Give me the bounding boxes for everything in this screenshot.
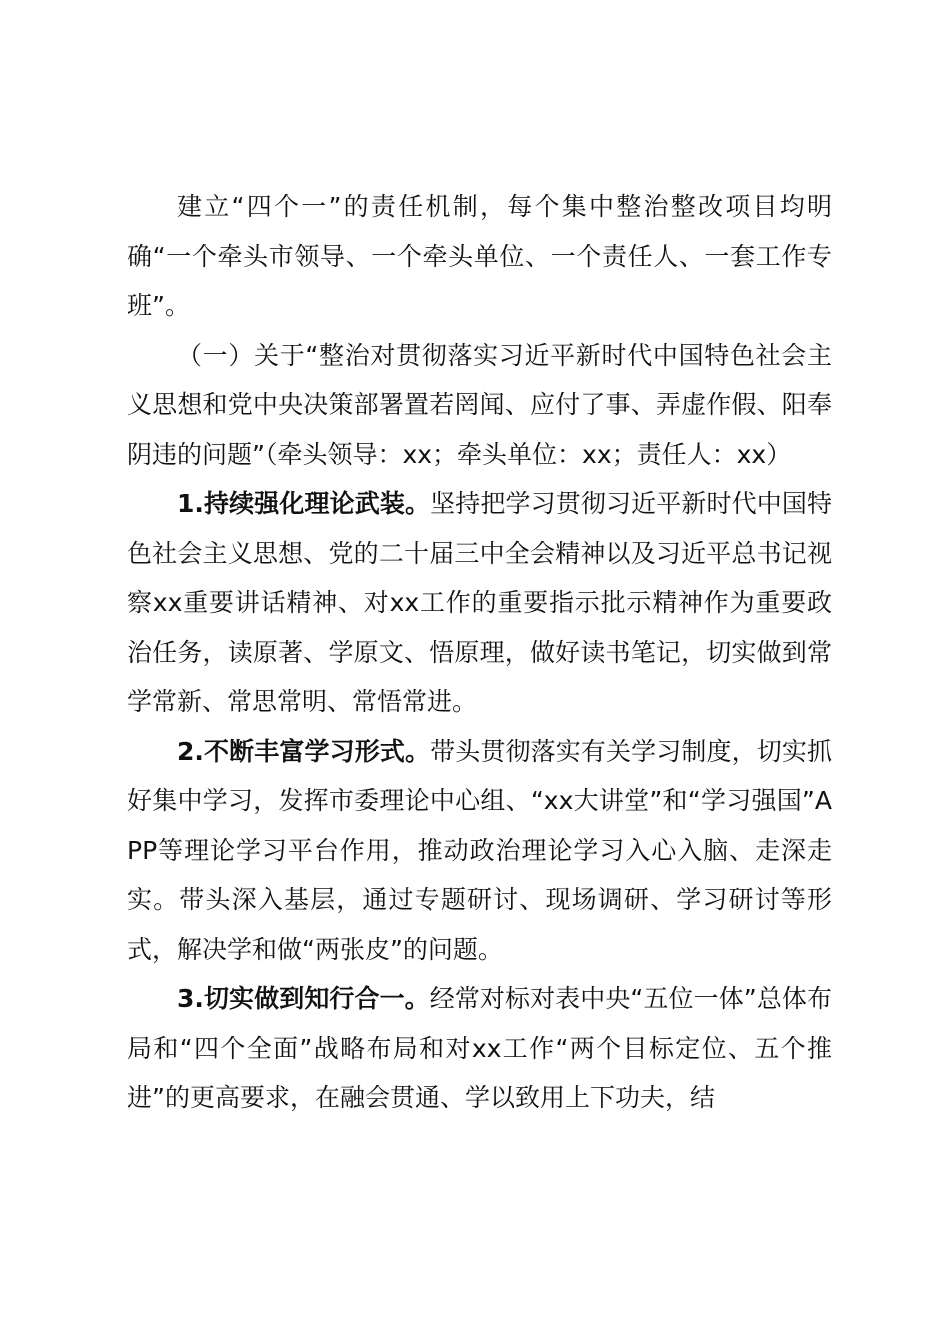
item-3-text: 经常对标对表中央“五位一体”总体布局和“四个全面”战略布局和对xx工作“两个目标定位、五个推进”的更高要求，在融会贯通、学以致用上下功夫，结 bbox=[127, 984, 832, 1112]
item-1-text: 坚持把学习贯彻习近平新时代中国特色社会主义思想、党的二十届三中全会精神以及习近平总书记视察xx重要讲话精神、对xx工作的重要指示批示精神作为重要政治任务，读原著、学原文、悟原理，做好读书笔记，切实做到常学常新、常思常明、常悟常进。 bbox=[127, 489, 832, 716]
item-2-text: 带头贯彻落实有关学习制度，切实抓好集中学习，发挥市委理论中心组、“xx大讲堂”和“学习强国”APP等理论学习平台作用，推动政治理论学习入心入脑、走深走实。带头深入基层，通过专题研讨、现场调研、学习研讨等形式，解决学和做“两张皮”的问题。 bbox=[127, 736, 832, 964]
paragraph-item-3 bbox=[127, 974, 832, 1123]
item-3-lead: 3.切实做到知行合一。 bbox=[177, 984, 430, 1013]
paragraph-text: 建立“四个一”的责任机制，每个集中整治整改项目均明确“一个牵头市领导、一个牵头单位、一个责任人、一套工作专班”。 bbox=[127, 192, 832, 320]
item-2-lead: 2.不断丰富学习形式。 bbox=[177, 736, 431, 766]
paragraph-responsibility-mechanism bbox=[127, 182, 832, 331]
paragraph-item-2 bbox=[127, 727, 832, 975]
document-body bbox=[127, 182, 832, 1123]
item-1-lead: 1.持续强化理论武装。 bbox=[177, 489, 431, 518]
paragraph-text: （一）关于“整治对贯彻落实习近平新时代中国特色社会主义思想和党中央决策部署置若罔闻、应付了事、弄虚作假、阳奉阴违的问题”（牵头领导：xx；牵头单位：xx；责任人：xx） bbox=[127, 340, 832, 469]
paragraph-section-one-heading bbox=[127, 331, 832, 480]
paragraph-item-1 bbox=[127, 479, 832, 727]
